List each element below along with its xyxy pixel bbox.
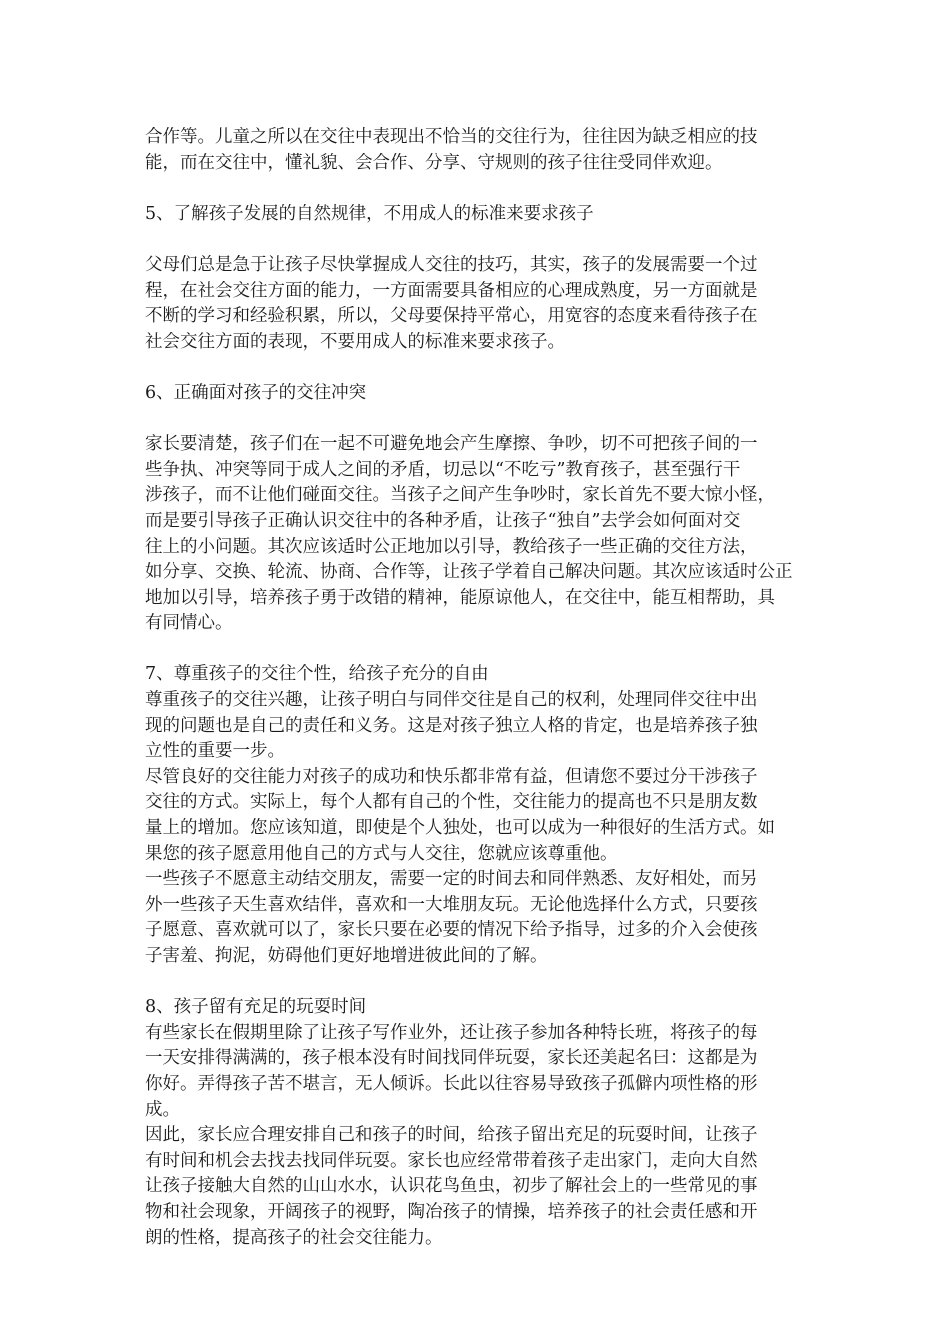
text-line: 尊重孩子的交往兴趣，让孩子明白与同伴交往是自己的权利，处理同伴交往中出 — [145, 690, 758, 711]
text-line: 合作等。儿童之所以在交往中表现出不恰当的交往行为，往往因为缺乏相应的技 — [145, 127, 758, 147]
text-line: 一些孩子不愿意主动结交朋友，需要一定的时间去和同伴熟悉、友好相处，而另 — [145, 869, 758, 890]
text-line: 子愿意、喜欢就可以了，家长只要在必要的情况下给予指导，过多的介入会使孩 — [145, 920, 758, 941]
paragraph-spacer — [145, 227, 807, 253]
text-line: 子害羞、拘泥，妨碍他们更好地增进彼此间的了解。 — [145, 946, 548, 966]
text-line: 果您的孩子愿意用他自己的方式与人交往，您就应该尊重他。 — [145, 843, 618, 864]
text-line: 一天安排得满满的，孩子根本没有时间找同伴玩耍，家长还美起名曰：这都是为 — [145, 1048, 758, 1069]
text-line: 有些家长在假期里除了让孩子写作业外，还让孩子参加各种特长班，将孩子的每 — [145, 1022, 758, 1043]
text-line: 父母们总是急于让孩子尽快掌握成人交往的技巧，其实，孩子的发展需要一个过 — [145, 254, 758, 275]
text-line: 立性的重要一步。 — [145, 741, 285, 762]
text-line: 量上的增加。您应该知道，即使是个人独处，也可以成为一种很好的生活方式。如 — [145, 818, 775, 839]
body-paragraph — [145, 253, 807, 355]
text-line: 社会交往方面的表现，不要用成人的标准来要求孩子。 — [145, 331, 565, 352]
body-paragraph — [145, 125, 807, 176]
text-line: 程，在社会交往方面的能力，一方面需要具备相应的心理成熟度，另一方面就是 — [145, 280, 758, 301]
section-heading — [145, 381, 807, 407]
section-heading — [145, 995, 807, 1021]
text-line: 现的问题也是自己的责任和义务。这是对孩子独立人格的肯定，也是培养孩子独 — [145, 715, 758, 736]
section-heading — [145, 202, 807, 228]
text-line: 而是要引导孩子正确认识交往中的各种矛盾，让孩子“独自”去学会如何面对交 — [145, 510, 741, 531]
text-line: 如分享、交换、轮流、协商、合作等，让孩子学着自己解决问题。其次应该适时公正 — [145, 562, 793, 583]
document-page — [145, 125, 807, 1251]
paragraph-spacer — [145, 355, 807, 381]
text-line: 物和社会现象，开阔孩子的视野，陶冶孩子的情操，培养孩子的社会责任感和开 — [145, 1201, 758, 1222]
text-line: 有时间和机会去找去找同伴玩耍。家长也应经常带着孩子走出家门，走向大自然 — [145, 1150, 758, 1171]
text-line: 你好。弄得孩子苦不堪言，无人倾诉。长此以往容易导致孩子孤僻内项性格的形 — [145, 1073, 758, 1094]
text-line: 因此，家长应合理安排自己和孩子的时间，给孩子留出充足的玩耍时间，让孩子 — [145, 1125, 758, 1146]
body-paragraph — [145, 432, 807, 637]
text-line: 外一些孩子天生喜欢结伴，喜欢和一大堆朋友玩。无论他选择什么方式，只要孩 — [145, 894, 758, 915]
body-paragraph — [145, 1021, 807, 1251]
text-line: 些争执、冲突等同于成人之间的矛盾，切忌以“不吃亏”教育孩子，甚至强行干 — [145, 459, 741, 480]
section-heading — [145, 662, 807, 688]
heading-text: 6、正确面对孩子的交往冲突 — [145, 382, 367, 403]
text-line: 交往的方式。实际上，每个人都有自己的个性，交往能力的提高也不只是朋友数 — [145, 792, 758, 813]
text-line: 涉孩子，而不让他们碰面交往。当孩子之间产生争吵时，家长首先不要大惊小怪， — [145, 485, 775, 506]
heading-text: 5、了解孩子发展的自然规律，不用成人的标准来要求孩子 — [145, 203, 594, 224]
text-line: 地加以引导，培养孩子勇于改错的精神，能原谅他人，在交往中，能互相帮助，具 — [145, 587, 775, 608]
text-line: 家长要清楚，孩子们在一起不可避免地会产生摩擦、争吵，切不可把孩子间的一 — [145, 434, 758, 455]
paragraph-spacer — [145, 407, 807, 433]
paragraph-spacer — [145, 637, 807, 663]
heading-text: 8、孩子留有充足的玩耍时间 — [145, 997, 367, 1018]
text-line: 尽管良好的交往能力对孩子的成功和快乐都非常有益，但请您不要过分干涉孩子 — [145, 766, 758, 787]
text-line: 不断的学习和经验积累，所以，父母要保持平常心，用宽容的态度来看待孩子在 — [145, 306, 758, 327]
text-line: 能，而在交往中，懂礼貌、会合作、分享、守规则的孩子往往受同伴欢迎。 — [145, 152, 723, 173]
text-line: 有同情心。 — [145, 613, 233, 634]
text-line: 朗的性格，提高孩子的社会交往能力。 — [145, 1227, 443, 1248]
heading-text: 7、尊重孩子的交往个性，给孩子充分的自由 — [145, 664, 489, 685]
text-line: 往上的小问题。其次应该适时公正地加以引导，教给孩子一些正确的交往方法， — [145, 536, 758, 557]
text-line: 成。 — [145, 1099, 180, 1120]
paragraph-spacer — [145, 970, 807, 996]
text-line: 让孩子接触大自然的山山水水，认识花鸟鱼虫，初步了解社会上的一些常见的事 — [145, 1176, 758, 1197]
paragraph-spacer — [145, 176, 807, 202]
body-paragraph — [145, 688, 807, 970]
